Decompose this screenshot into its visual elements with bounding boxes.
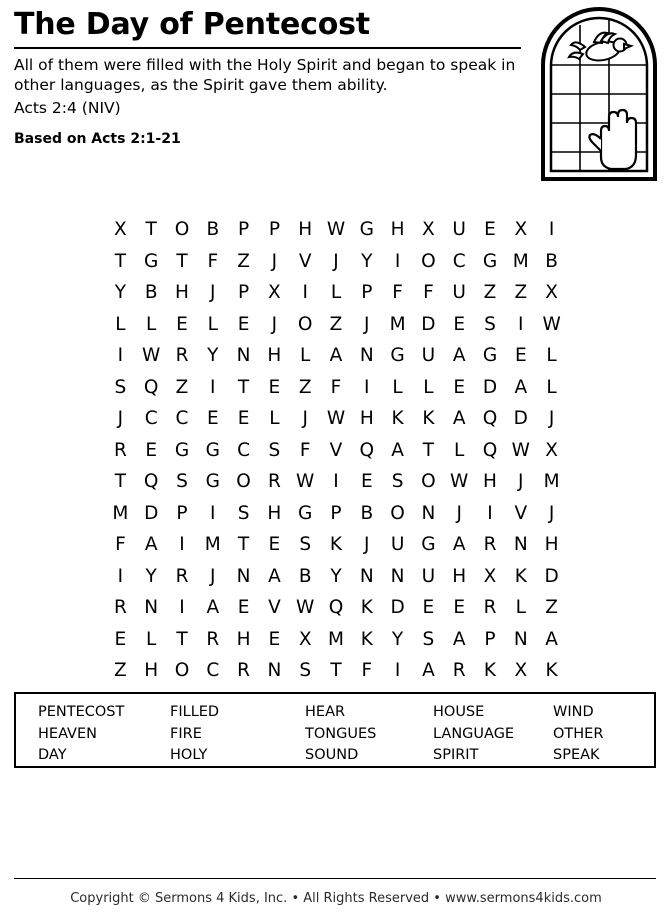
grid-letter[interactable]: B [545,250,558,272]
grid-letter[interactable]: O [174,219,190,240]
grid-letter[interactable]: Y [330,565,342,587]
grid-letter[interactable]: X [483,565,497,587]
footer-divider [14,878,656,879]
grid-letter[interactable]: J [518,471,524,492]
grid-letter[interactable]: M [204,534,221,555]
grid-letter[interactable]: D [390,597,405,618]
grid-letter[interactable]: A [144,534,158,555]
grid-letter[interactable]: E [237,313,250,335]
grid-letter[interactable]: H [359,408,374,429]
grid-letter[interactable]: G [482,250,498,272]
verse-reference: Acts 2:4 (NIV) [14,98,121,117]
grid-letter[interactable]: F [361,660,373,681]
grid-letter[interactable]: S [299,534,312,555]
grid-letter[interactable]: N [421,502,436,524]
grid-letter[interactable]: G [144,250,159,272]
word-item: SPEAK [553,747,600,763]
grid-letter[interactable]: D [144,502,159,524]
grid-letter[interactable]: A [422,660,435,681]
grid-letter[interactable]: E [268,534,281,555]
stained-glass-window-icon [539,5,659,183]
title-divider [14,47,521,49]
grid-letter[interactable]: I [333,471,339,492]
grid-letter[interactable]: V [329,439,343,461]
grid-letter[interactable]: A [452,534,466,555]
grid-letter[interactable]: U [421,565,436,587]
grid-letter[interactable]: W [142,345,161,366]
grid-letter[interactable]: E [360,471,373,492]
grid-letter[interactable]: Y [114,282,127,303]
word-list-box [14,692,656,768]
grid-letter[interactable]: J [548,408,555,429]
grid-letter[interactable]: R [206,628,220,650]
grid-letter[interactable]: R [113,439,127,461]
grid-letter[interactable]: N [267,660,282,681]
grid-letter[interactable]: Z [298,376,312,398]
word-column-5 [553,702,653,766]
word-list-columns [16,694,654,766]
grid-letter[interactable]: D [544,565,559,587]
grid-letter[interactable]: M [112,502,129,524]
grid-letter[interactable]: W [296,471,315,492]
based-on-text: Based on Acts 2:1-21 [14,130,181,147]
grid-letter[interactable]: U [452,219,466,240]
grid-letter[interactable]: T [114,250,127,272]
grid-letter[interactable]: M [389,313,406,335]
grid-letter[interactable]: V [514,502,528,524]
grid-letter[interactable]: G [482,345,498,366]
grid-letter[interactable]: J [271,250,278,272]
grid-letter[interactable]: S [176,471,188,492]
grid-letter[interactable]: H [452,565,467,587]
grid-letter[interactable]: P [330,502,342,524]
grid-letter[interactable]: A [329,345,343,366]
grid-letter[interactable]: Z [114,660,127,681]
grid-letter[interactable]: L [330,282,342,303]
grid-letter[interactable]: O [421,250,436,272]
grid-letter[interactable]: H [236,628,251,650]
grid-letter[interactable]: L [546,345,557,366]
grid-letter[interactable]: K [391,408,404,429]
grid-letter[interactable]: P [268,219,280,240]
grid-letter[interactable]: L [546,376,557,398]
grid-letter[interactable]: E [237,597,250,618]
grid-letter[interactable]: C [237,439,251,461]
grid-letter[interactable]: X [298,628,312,650]
grid-letter[interactable]: I [394,660,401,681]
grid-letter[interactable]: L [207,313,218,335]
grid-letter[interactable]: O [390,502,405,524]
grid-letter[interactable]: H [483,471,497,492]
grid-letter[interactable]: I [117,345,124,366]
grid-letter[interactable]: L [146,628,157,650]
grid-letter[interactable]: R [483,597,497,618]
grid-letter[interactable]: M [512,250,529,272]
grid-letter[interactable]: K [360,597,373,618]
grid-letter[interactable]: X [268,282,281,303]
grid-letter[interactable]: D [482,376,498,398]
grid-letter[interactable]: I [117,565,124,587]
grid-letter[interactable]: V [298,250,312,272]
grid-letter[interactable]: C [452,250,466,272]
grid-letter[interactable]: T [422,439,435,461]
grid-letter[interactable]: K [545,660,558,681]
grid-letter[interactable]: N [144,597,159,618]
grid-letter[interactable]: W [450,471,469,492]
grid-letter[interactable]: G [298,502,313,524]
page-title: The Day of Pentecost [14,7,370,42]
grid-letter[interactable]: G [390,345,405,366]
grid-letter[interactable]: I [210,502,216,524]
grid-letter[interactable]: Y [207,345,219,366]
word-search-grid[interactable] [105,214,567,687]
word-item: PENTECOST [38,704,125,720]
grid-letter[interactable]: P [484,628,496,650]
grid-letter[interactable]: R [267,471,281,492]
grid-letter[interactable]: L [392,376,403,398]
grid-letter[interactable]: O [421,471,436,492]
grid-letter[interactable]: W [326,219,346,240]
grid-letter[interactable]: Z [237,250,250,272]
grid-letter[interactable]: C [175,408,189,429]
grid-letter[interactable]: B [298,565,312,587]
grid-letter[interactable]: Y [361,250,373,272]
grid-letter[interactable]: P [238,282,250,303]
grid-letter[interactable]: L [300,345,311,366]
grid-letter[interactable]: J [117,408,124,429]
grid-letter[interactable]: Z [483,282,497,303]
grid-letter[interactable]: I [548,219,555,240]
grid-letter[interactable]: E [176,313,188,335]
grid-letter[interactable]: O [297,313,313,335]
grid-letter[interactable]: J [210,282,216,303]
grid-letter[interactable]: E [422,597,435,618]
grid-letter[interactable]: D [513,408,528,429]
grid-letter[interactable]: S [422,628,435,650]
word-item: OTHER [553,725,604,742]
grid-letter[interactable]: E [237,408,250,429]
grid-letter[interactable]: P [176,502,188,524]
grid-letter[interactable]: J [271,313,278,335]
grid-letter[interactable]: U [421,345,436,366]
grid-letter[interactable]: L [269,408,280,429]
grid-letter[interactable]: A [452,408,466,429]
grid-letter[interactable]: E [268,628,281,650]
word-column-4 [433,702,553,766]
grid-letter[interactable]: Q [482,439,498,461]
grid-letter[interactable]: E [453,376,466,398]
grid-letter[interactable]: N [236,565,251,587]
grid-letter[interactable]: N [236,345,251,366]
footer-copyright: Copyright © Sermons 4 Kids, Inc. • All Rights Reserved • www.sermons4kids.com [70,891,602,906]
grid-letter[interactable]: W [511,439,530,461]
grid-letter[interactable]: N [513,628,528,650]
grid-letter[interactable]: P [238,219,250,240]
grid-letter[interactable]: J [333,250,339,272]
word-item: FILLED [170,704,220,720]
grid-letter[interactable]: L [146,313,157,335]
grid-letter[interactable]: X [545,439,558,461]
grid-letter[interactable]: M [543,471,560,492]
word-item: HOUSE [433,704,485,720]
grid-letter[interactable]: C [144,408,158,429]
grid-letter[interactable]: G [174,439,190,461]
grid-letter[interactable]: B [144,282,158,303]
grid-letter[interactable]: G [359,219,374,240]
grid-letter[interactable]: V [268,597,281,618]
grid-letter[interactable]: U [390,534,405,555]
grid-letter[interactable]: F [392,282,403,303]
grid-letter[interactable]: H [267,502,282,524]
grid-letter[interactable]: J [210,565,216,587]
grid-letter[interactable]: A [391,439,404,461]
grid-letter[interactable]: I [364,376,370,398]
grid-letter[interactable]: U [452,282,466,303]
grid-letter[interactable]: X [545,282,558,303]
grid-letter[interactable]: T [330,660,342,681]
grid-letter[interactable]: I [487,502,493,524]
grid-letter[interactable]: E [484,219,496,240]
grid-letter[interactable]: Z [175,376,189,398]
grid-letter[interactable]: S [268,439,281,461]
grid-letter[interactable]: N [390,565,405,587]
word-column-1 [16,702,170,766]
grid-letter[interactable]: J [456,502,462,524]
grid-letter[interactable]: W [326,408,346,429]
grid-letter[interactable]: Z [514,282,528,303]
grid-letter[interactable]: I [179,597,185,618]
grid-letter[interactable]: F [207,250,219,272]
grid-letter[interactable]: H [267,345,282,366]
grid-letter[interactable]: F [423,282,434,303]
grid-letter[interactable]: A [452,345,466,366]
grid-letter[interactable]: W [542,313,561,335]
grid-letter[interactable]: N [513,534,528,555]
grid-letter[interactable]: L [515,597,526,618]
word-item: DAY [38,747,67,763]
grid-letter[interactable]: A [206,597,220,618]
grid-letter[interactable]: R [113,597,127,618]
grid-letter[interactable]: R [237,660,251,681]
grid-letter[interactable]: N [359,345,374,366]
grid-letter[interactable]: T [237,376,250,398]
grid-letter[interactable]: D [421,313,436,335]
grid-letter[interactable]: L [423,376,434,398]
grid-letter[interactable]: E [114,628,127,650]
grid-letter[interactable]: E [453,313,466,335]
grid-letter[interactable]: X [422,219,435,240]
word-item: SOUND [305,747,359,763]
word-item: SPIRIT [433,747,479,763]
grid-letter[interactable]: L [115,313,126,335]
grid-letter[interactable]: Q [482,408,498,429]
grid-letter[interactable]: E [206,408,219,429]
word-item: FIRE [170,725,202,742]
grid-letter[interactable]: A [545,628,558,650]
grid-letter[interactable]: A [514,376,528,398]
grid-letter[interactable]: S [484,313,496,335]
verse-text: All of them were filled with the Holy Spirit and began to speak in other languages, as the Spirit gave them ability. [14,56,516,94]
grid-letter[interactable]: O [174,660,190,681]
grid-letter[interactable]: I [518,313,524,335]
grid-letter[interactable]: Q [359,439,375,461]
grid-letter[interactable]: H [390,219,405,240]
grid-letter[interactable]: M [328,628,344,650]
grid-letter[interactable]: E [514,345,527,366]
grid-letter[interactable]: F [299,439,311,461]
grid-letter[interactable]: K [514,565,527,587]
grid-letter[interactable]: X [514,219,528,240]
grid-letter[interactable]: Q [328,597,344,618]
grid-letter[interactable]: T [237,534,250,555]
grid-letter[interactable]: I [179,534,185,555]
grid-letter[interactable]: Q [143,471,159,492]
grid-letter[interactable]: C [206,660,220,681]
grid-letter[interactable]: R [483,534,497,555]
word-column-3 [305,702,433,766]
grid-letter[interactable]: O [236,471,251,492]
word-item: HEAVEN [38,725,97,742]
grid-letter[interactable]: J [364,534,370,555]
grid-letter[interactable]: G [205,439,220,461]
grid-letter[interactable]: H [175,282,189,303]
word-item: HOLY [170,747,208,763]
grid-letter[interactable]: Y [145,565,157,587]
grid-letter[interactable]: P [361,282,373,303]
grid-letter[interactable]: I [394,250,401,272]
grid-letter[interactable]: F [330,376,342,398]
grid-letter[interactable]: A [452,628,466,650]
word-item: HEAR [305,704,346,720]
grid-letter[interactable]: A [268,565,281,587]
grid-letter[interactable]: R [175,565,189,587]
word-item: TONGUES [305,725,377,742]
grid-letter[interactable]: Q [143,376,159,398]
word-column-2 [170,702,305,766]
grid-letter[interactable]: S [391,471,404,492]
grid-letter[interactable]: K [483,660,497,681]
grid-letter[interactable]: K [329,534,343,555]
grid-letter[interactable]: Y [391,628,404,650]
grid-letter[interactable]: G [205,471,220,492]
grid-letter[interactable]: S [114,376,127,398]
grid-letter[interactable]: B [360,502,374,524]
grid-letter[interactable]: S [299,660,312,681]
grid-letter[interactable]: H [298,219,313,240]
grid-letter[interactable]: W [296,597,315,618]
grid-letter[interactable]: S [237,502,250,524]
grid-letter[interactable]: J [364,313,370,335]
grid-letter[interactable]: Z [329,313,343,335]
grid-letter[interactable]: I [302,282,308,303]
grid-letter[interactable]: Z [545,597,558,618]
grid-letter[interactable]: K [360,628,373,650]
grid-letter[interactable]: T [114,471,127,492]
grid-letter[interactable]: R [452,660,466,681]
grid-letter[interactable]: I [210,376,216,398]
grid-letter[interactable]: T [176,250,188,272]
grid-letter[interactable]: E [453,597,466,618]
grid-letter[interactable]: X [114,219,127,240]
grid-letter[interactable]: X [514,660,528,681]
word-item: LANGUAGE [433,725,515,742]
word-item: WIND [553,704,594,720]
grid-letter[interactable]: H [544,534,559,555]
grid-letter[interactable]: N [359,565,374,587]
grid-letter[interactable]: K [422,408,435,429]
grid-letter[interactable]: L [454,439,465,461]
grid-letter[interactable]: B [206,219,220,240]
grid-letter[interactable]: T [145,219,157,240]
grid-letter[interactable]: H [144,660,159,681]
grid-letter[interactable]: G [421,534,436,555]
grid-letter[interactable]: E [268,376,281,398]
grid-letter[interactable]: F [115,534,126,555]
grid-letter[interactable]: J [548,502,555,524]
grid-letter[interactable]: R [175,345,189,366]
grid-letter[interactable]: J [302,408,308,429]
grid-letter[interactable]: T [176,628,188,650]
grid-letter[interactable]: E [145,439,158,461]
